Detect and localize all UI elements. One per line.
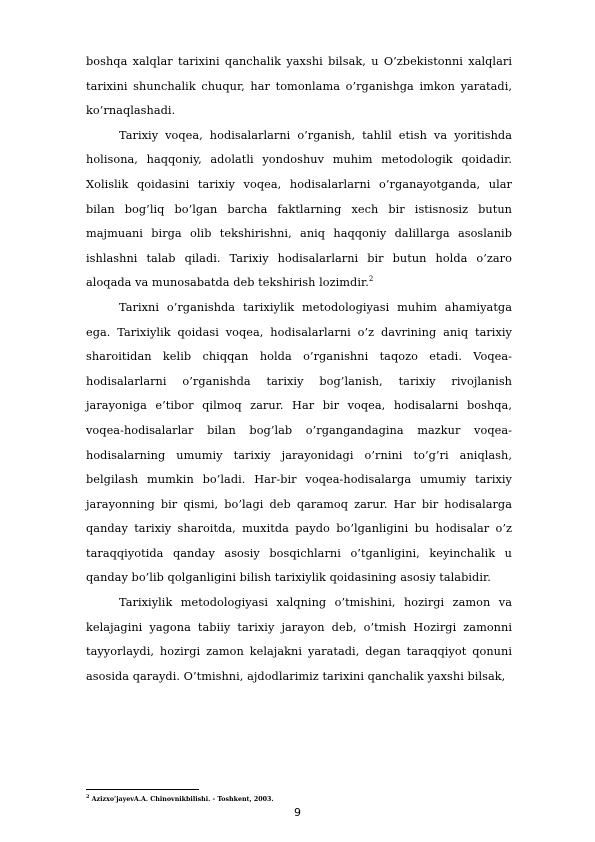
- footnote-reference: 2: [368, 275, 374, 284]
- paragraph-2: [86, 124, 512, 296]
- footnote: [86, 796, 274, 803]
- footnote-text: Azizxo’jayevA.A. Chinovnikbilishi. - Toshkent, 2003.: [89, 796, 274, 803]
- paragraph-3: Tarixni o’rganishda tarixiylik metodologiyasi muhim ahamiyatga ega. Tarixiylik qoidasi voqea, hodisalarlarni o’z davrining aniq tarixiy sharoitidan kelib chiqqan holda o’rganishni taqozo etadi. Voqea-hodisalarlarni o’rganishda tarixiy bog’lanish, tarixiy rivojlanish jarayoniga e’tibor qilmoq zarur. Har bir voqea, hodisalarni boshqa, voqea-hodisalarlar bilan bog’lab o’rgangandagina mazkur voqea-hodisalarning umumiy tarixiy jarayonidagi o’rnini to’g’ri aniqlash, belgilash mumkin bo’ladi. Har-bir voqea-hodisalarga umumiy tarixiy jarayonning bir qismi, bo’lagi deb qaramoq zarur. Har bir hodisalarga qanday tarixiy sharoitda, muxitda paydo bo’lganligini bu hodisalar o’z taraqqiyotida qanday asosiy bosqichlarni o’tganligini, keyinchalik u qanday bo’lib qolganligini bilish tarixiylik qoidasining asosiy talabidir.: [86, 300, 512, 585]
- page-number: 9: [294, 806, 301, 819]
- paragraph-2-text: Tarixiy voqea, hodisalarlarni o’rganish, tahlil etish va yoritishda holisona, haqqoniy, adolatli yondoshuv muhim metodologik qoidadir. Xolislik qoidasini tarixiy voqea, hodisalarlarni o’rganayotganda, ular bilan bog’liq bo’lgan barcha faktlarning xech bir istisnosiz butun majmuani birga olib tekshirishni, aniq haqqoniy dalillarga asoslanib ishlashni talab qiladi. Tarixiy hodisalarlarni bir butun holda o’zaro aloqada va munosabatda deb tekshirish lozimdir.: [86, 128, 512, 290]
- body-text: [86, 50, 512, 689]
- paragraph-1: boshqa xalqlar tarixini qanchalik yaxshi bilsak, u O’zbekistonni xalqlari tarixini shunchalik chuqur, har tomonlama o’rganishga imkon yaratadi, ko’rnaqlashadi.: [86, 55, 512, 118]
- paragraph-4: Tarixiylik metodologiyasi xalqning o’tmishini, hozirgi zamon va kelajagini yagona tabiiy tarixiy jarayon deb, o’tmish Hozirgi zamonni tayyorlaydi, hozirgi zamon kelajakni yaratadi, degan taraqqiyot qonuni asosida qaraydi. O’tmishni, ajdodlarimiz tarixini qanchalik yaxshi bilsak,: [86, 596, 512, 683]
- footnote-divider: [86, 789, 199, 790]
- footnote-marker: 2: [86, 794, 90, 800]
